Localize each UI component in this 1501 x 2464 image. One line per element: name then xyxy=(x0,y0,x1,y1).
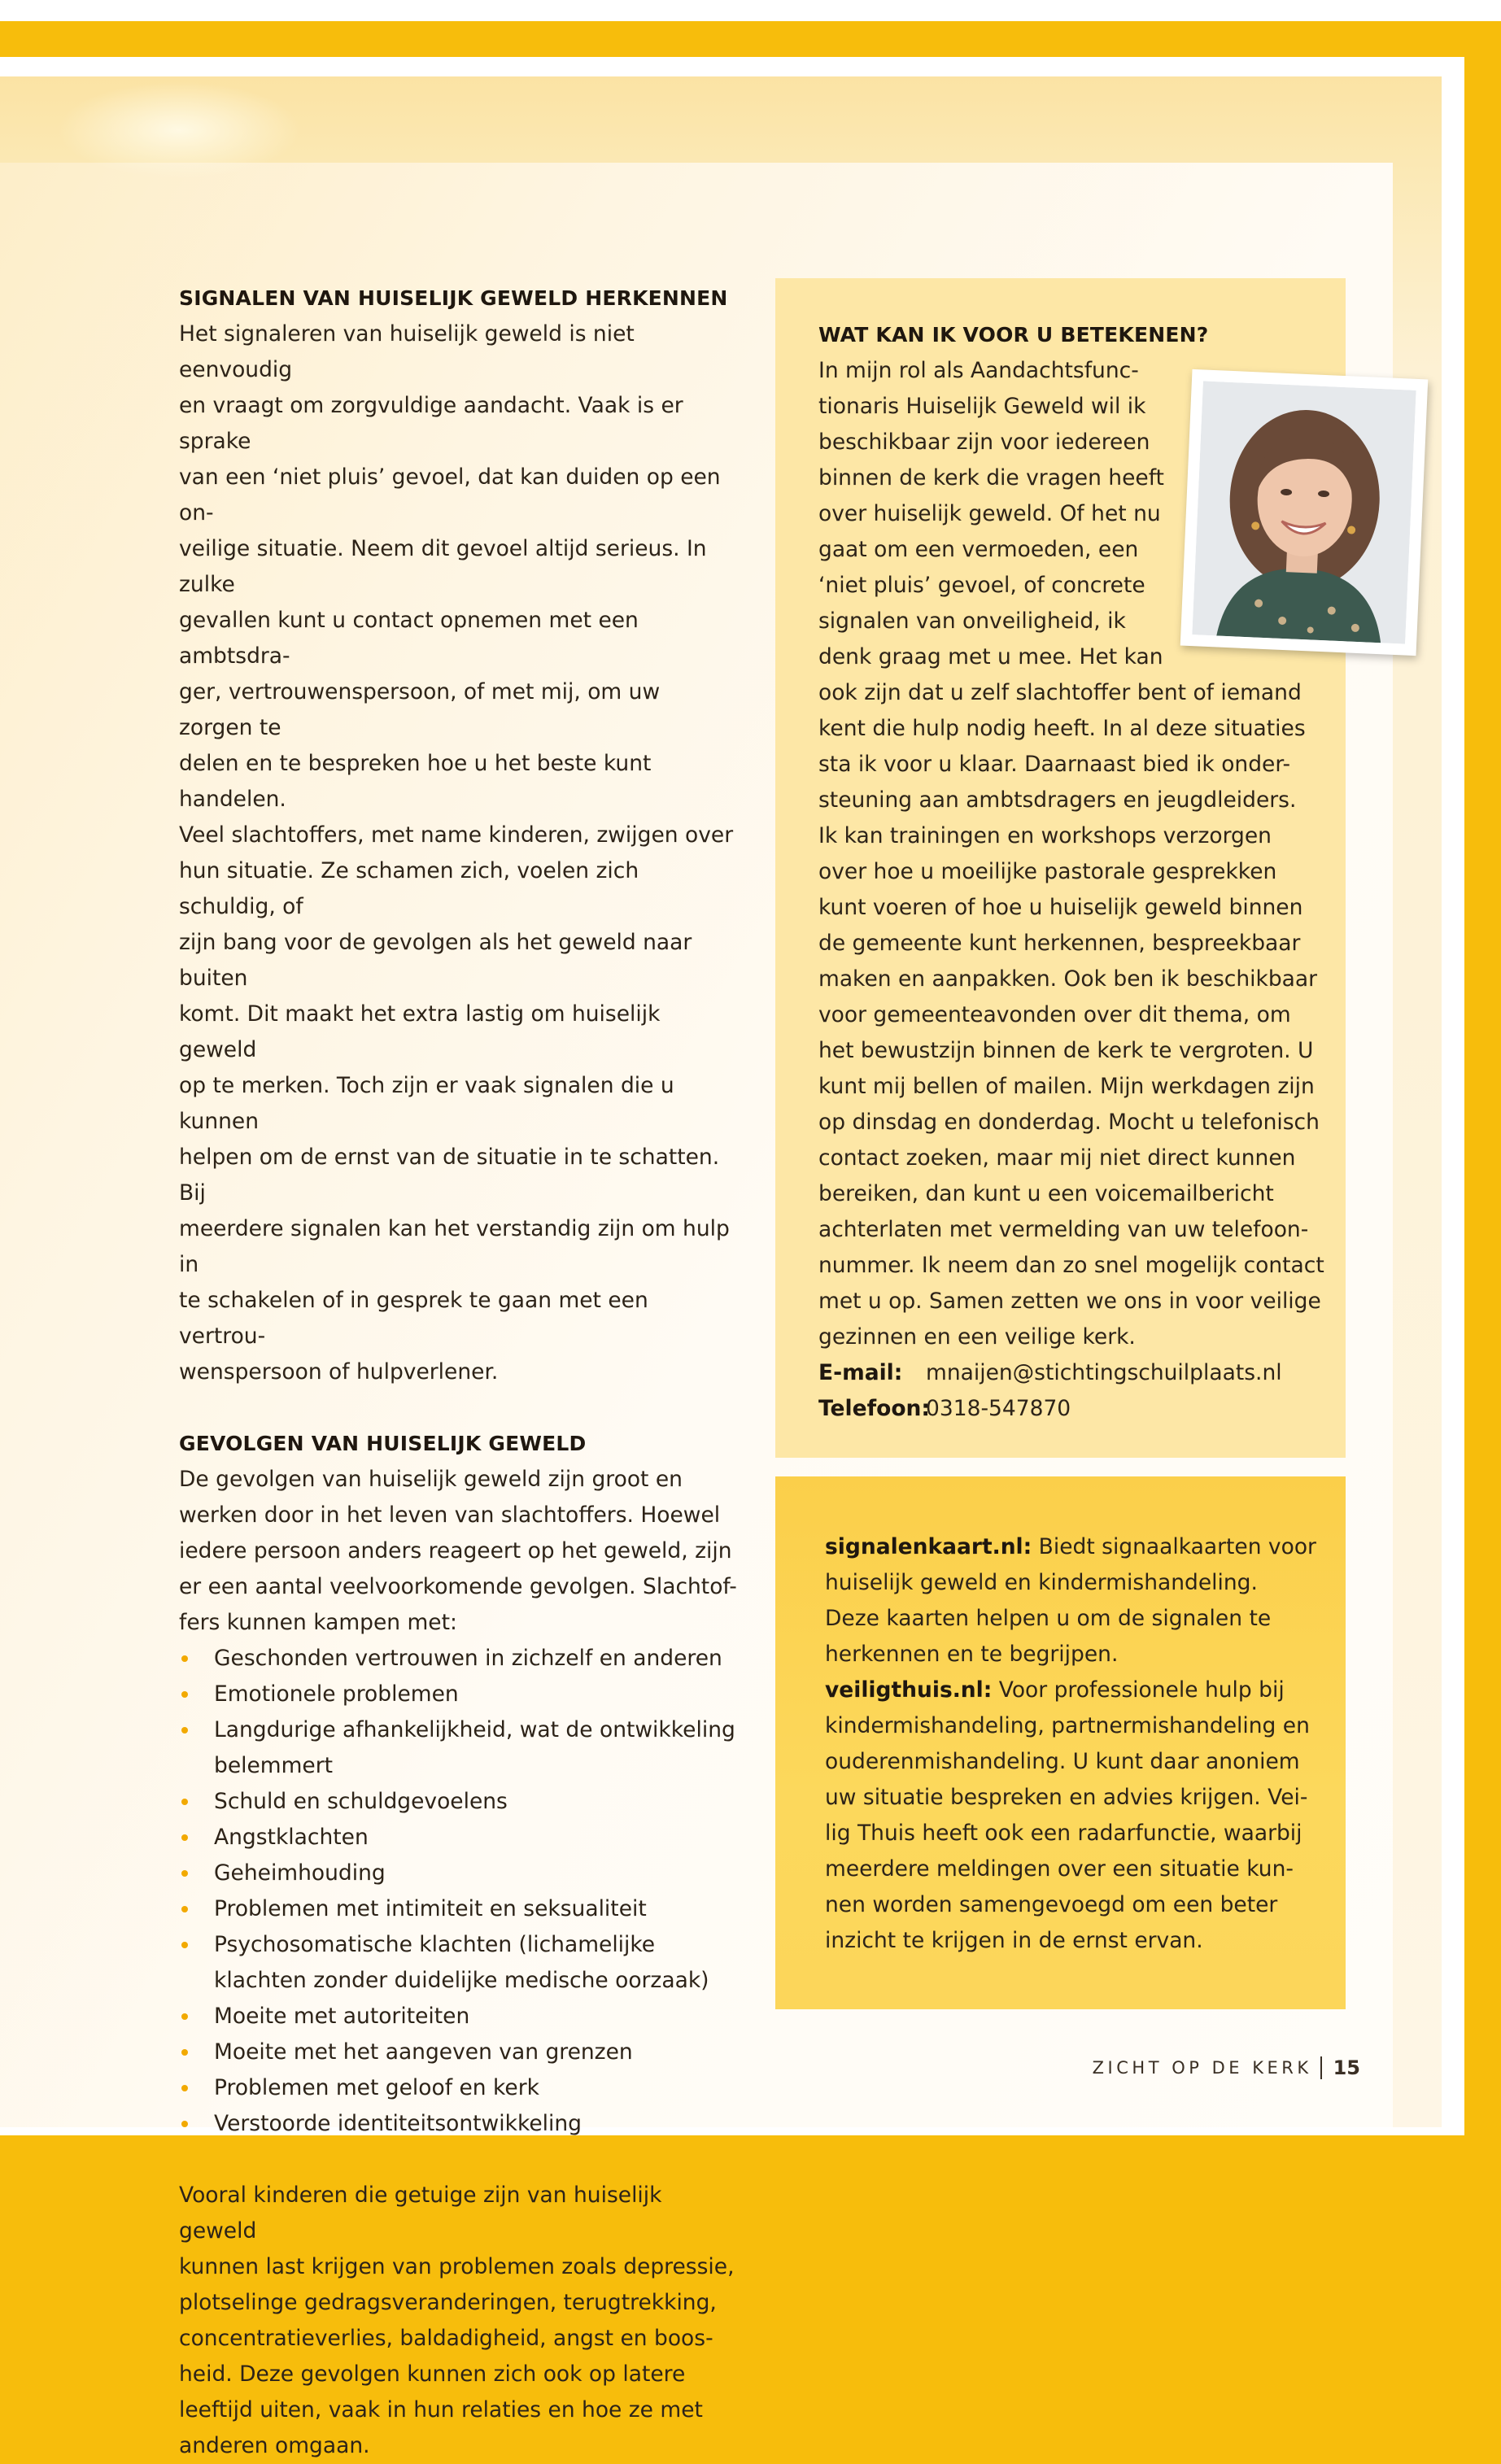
text-line: beschikbaar zijn voor iedereen xyxy=(818,430,1150,455)
text-line: fers kunnen kampen met: xyxy=(179,1610,457,1635)
text-line: kent die hulp nodig heeft. In al deze situaties xyxy=(818,716,1306,741)
list-item: Psychosomatische klachten (lichamelijke klachten zonder duidelijke medische oorzaak) xyxy=(179,1927,740,1999)
text-line: het bewustzijn binnen de kerk te vergroten. U xyxy=(818,1038,1314,1063)
text-line: iedere persoon anders reageert op het geweld, zijn xyxy=(179,1538,732,1563)
text-line: inzicht te krijgen in de ernst ervan. xyxy=(825,1928,1203,1953)
magazine-name: ZICHT OP DE KERK xyxy=(1092,2058,1312,2078)
left-column xyxy=(179,281,740,2464)
top-white-strip xyxy=(0,0,1501,21)
section-heading-gevolgen: GEVOLGEN VAN HUISELIJK GEWELD xyxy=(179,1432,587,1455)
signalenkaart-link[interactable]: signalenkaart.nl: xyxy=(825,1534,1032,1559)
text-line: werken door in het leven van slachtoffers. Hoewel xyxy=(179,1502,721,1528)
text-line: meerdere meldingen over een situatie kun- xyxy=(825,1856,1294,1882)
section-heading-signalen: SIGNALEN VAN HUISELIJK GEWELD HERKENNEN xyxy=(179,286,728,310)
section-body-signalen xyxy=(179,316,740,1390)
text-line: de gemeente kunt herkennen, bespreekbaar xyxy=(818,931,1301,956)
text-line: herkennen en te begrijpen. xyxy=(825,1642,1119,1667)
text-line: meerdere signalen kan het verstandig zijn om hulp in xyxy=(179,1216,730,1277)
text-line: nen worden samengevoegd om een beter xyxy=(825,1892,1278,1917)
closing-paragraph xyxy=(179,2178,740,2464)
light-glow xyxy=(57,81,301,179)
text-line: sta ik voor u klaar. Daarnaast bied ik onder- xyxy=(818,752,1291,777)
veiligthuis-link[interactable]: veiligthuis.nl: xyxy=(825,1677,993,1703)
text-line: plotselinge gedragsveranderingen, terugtrekking, xyxy=(179,2290,717,2315)
list-item: Geschonden vertrouwen in zichzelf en anderen xyxy=(179,1641,740,1677)
text-line: voor gemeenteavonden over dit thema, om xyxy=(818,1002,1291,1027)
text-line: te schakelen of in gesprek te gaan met een vertrou- xyxy=(179,1288,648,1349)
text-line: en vraagt om zorgvuldige aandacht. Vaak is er sprake xyxy=(179,393,683,454)
text-line: anderen omgaan. xyxy=(179,2433,370,2458)
text-line: Veel slachtoffers, met name kinderen, zwijgen over xyxy=(179,822,734,848)
text-line: zijn bang voor de gevolgen als het geweld naar buiten xyxy=(179,930,692,991)
text-line: leeftijd uiten, vaak in hun relaties en hoe ze met xyxy=(179,2397,703,2423)
text-line: met u op. Samen zetten we ons in voor veilige xyxy=(818,1289,1321,1314)
text-line: kunt mij bellen of mailen. Mijn werkdagen zijn xyxy=(818,1074,1315,1099)
text-line: In mijn rol als Aandachtsfunc- xyxy=(818,358,1139,383)
text-line: over hoe u moeilijke pastorale gesprekken xyxy=(818,859,1277,884)
text-line: lig Thuis heeft ook een radarfunctie, waarbij xyxy=(825,1821,1302,1846)
text-line: Ik kan trainingen en workshops verzorgen xyxy=(818,823,1272,848)
text-line: van een ‘niet pluis’ gevoel, dat kan duiden op een on- xyxy=(179,464,721,526)
text-line: wenspersoon of hulpverlener. xyxy=(179,1359,499,1385)
text-line: huiselijk geweld en kindermishandeling. xyxy=(825,1570,1258,1595)
list-item: Langdurige afhankelijkheid, wat de ontwikkeling belemmert xyxy=(179,1712,740,1784)
text-line: over huiselijk geweld. Of het nu xyxy=(818,501,1161,526)
section-body-gevolgen xyxy=(179,1462,740,1641)
text-line: achterlaten met vermelding van uw telefoon- xyxy=(818,1217,1309,1242)
text-line: kunnen last krijgen van problemen zoals depressie, xyxy=(179,2254,735,2279)
portrait-photo xyxy=(1180,369,1429,656)
text-line: kunt voeren of hoe u huiselijk geweld binnen xyxy=(818,895,1303,920)
resources-box-text xyxy=(825,1529,1337,1959)
text-line: komt. Dit maakt het extra lastig om huiselijk geweld xyxy=(179,1001,661,1062)
text-line: helpen om de ernst van de situatie in te schatten. Bij xyxy=(179,1145,720,1206)
resource-signalenkaart: signalenkaart.nl: Biedt signaalkaarten voor xyxy=(825,1534,1316,1559)
footer-divider xyxy=(1320,2056,1322,2079)
text-line: ger, vertrouwenspersoon, of met mij, om uw zorgen te xyxy=(179,679,661,740)
text-line: nummer. Ik neem dan zo snel mogelijk contact xyxy=(818,1253,1324,1278)
text-line: bereiken, dan kunt u een voicemailbericht xyxy=(818,1181,1274,1206)
list-item: Moeite met het aangeven van grenzen xyxy=(179,2034,740,2070)
text-line: ook zijn dat u zelf slachtoffer bent of iemand xyxy=(818,680,1302,705)
text-line: veilige situatie. Neem dit gevoel altijd serieus. In zulke xyxy=(179,536,707,597)
list-item: Verstoorde identiteitsontwikkeling xyxy=(179,2106,740,2142)
list-item: Emotionele problemen xyxy=(179,1677,740,1712)
text-line: heid. Deze gevolgen kunnen zich ook op latere xyxy=(179,2362,686,2387)
list-item: Problemen met geloof en kerk xyxy=(179,2070,740,2106)
text-line: op dinsdag en donderdag. Mocht u telefonisch xyxy=(818,1110,1320,1135)
page-number: 15 xyxy=(1333,2056,1360,2079)
text-line: steuning aan ambtsdragers en jeugdleiders. xyxy=(818,787,1297,813)
text-line: ‘niet pluis’ gevoel, of concrete xyxy=(818,573,1145,598)
text-line: binnen de kerk die vragen heeft xyxy=(818,465,1164,491)
list-item: Moeite met autoriteiten xyxy=(179,1999,740,2034)
text-line: Het signaleren van huiselijk geweld is niet eenvoudig xyxy=(179,321,635,382)
text-line: tionaris Huiselijk Geweld wil ik xyxy=(818,394,1146,419)
text-line: maken en aanpakken. Ook ben ik beschikbaar xyxy=(818,966,1318,992)
consequences-list xyxy=(179,1641,740,2142)
text-line: concentratieverlies, baldadigheid, angst en boos- xyxy=(179,2326,713,2351)
text-line: ouderenmishandeling. U kunt daar anoniem xyxy=(825,1749,1300,1774)
phone-label: Telefoon: xyxy=(818,1396,930,1421)
list-item: Geheimhouding xyxy=(179,1856,740,1891)
text-line: denk graag met u mee. Het kan xyxy=(818,644,1163,669)
woman-portrait-icon xyxy=(1192,381,1416,643)
text-line: er een aantal veelvoorkomende gevolgen. Slachtof- xyxy=(179,1574,737,1599)
text-line: hun situatie. Ze schamen zich, voelen zich schuldig, of xyxy=(179,858,639,919)
list-item: Schuld en schuldgevoelens xyxy=(179,1784,740,1820)
text-line: signalen van onveiligheid, ik xyxy=(818,608,1126,634)
text-line: gevallen kunt u contact opnemen met een ambtsdra- xyxy=(179,608,639,669)
resource-veiligthuis: veiligthuis.nl: Voor professionele hulp bij xyxy=(825,1677,1285,1703)
email-label: E-mail: xyxy=(818,1360,903,1385)
text-line: delen en te bespreken hoe u het beste kunt handelen. xyxy=(179,751,652,812)
list-item: Problemen met intimiteit en seksualiteit xyxy=(179,1891,740,1927)
text-line: Deze kaarten helpen u om de signalen te xyxy=(825,1606,1272,1631)
text-line: gezinnen en een veilige kerk. xyxy=(818,1324,1136,1350)
text-line: op te merken. Toch zijn er vaak signalen die u kunnen xyxy=(179,1073,674,1134)
contact-box-heading: WAT KAN IK VOOR U BETEKENEN? xyxy=(818,323,1209,347)
email-link[interactable]: mnaijen@stichtingschuilplaats.nl xyxy=(926,1360,1282,1385)
text-line: contact zoeken, maar mij niet direct kunnen xyxy=(818,1145,1296,1171)
email-row xyxy=(818,1355,1339,1391)
list-item: Angstklachten xyxy=(179,1820,740,1856)
text-line: uw situatie bespreken en advies krijgen. Vei- xyxy=(825,1785,1308,1810)
text-line: gaat om een vermoeden, een xyxy=(818,537,1139,562)
phone-row xyxy=(818,1391,1339,1427)
text-line: kindermishandeling, partnermishandeling en xyxy=(825,1713,1310,1738)
page-footer xyxy=(1093,2056,1360,2079)
text-line: Vooral kinderen die getuige zijn van huiselijk geweld xyxy=(179,2183,662,2244)
phone-link[interactable]: 0318-547870 xyxy=(926,1396,1071,1421)
text-line: De gevolgen van huiselijk geweld zijn groot en xyxy=(179,1467,683,1492)
